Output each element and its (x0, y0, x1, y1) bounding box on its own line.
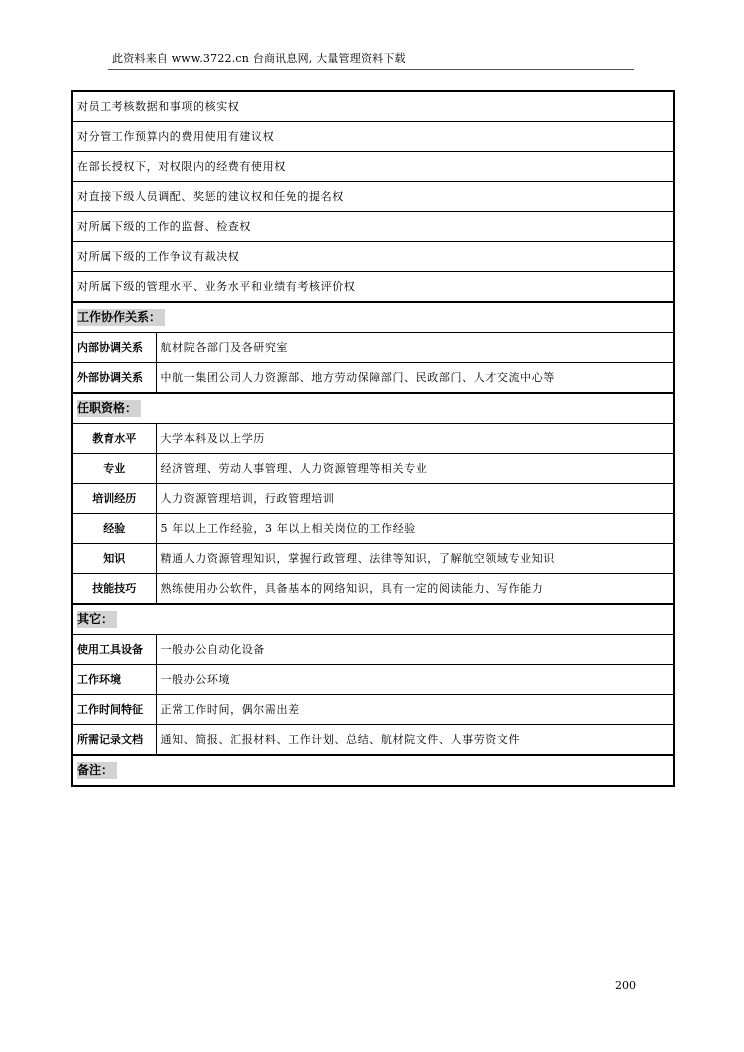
field-value: 精通人力资源管理知识，掌握行政管理、法律等知识，了解航空领域专业知识 (156, 544, 674, 574)
field-value: 熟练使用办公软件，具备基本的网络知识，具有一定的阅读能力、写作能力 (156, 574, 674, 605)
qualification-row (72, 514, 674, 544)
qualification-row (72, 454, 674, 484)
other-row (72, 635, 674, 665)
authority-item: 对所属下级的工作争议有裁决权 (72, 242, 674, 272)
other-row (72, 665, 674, 695)
field-label: 培训经历 (72, 484, 156, 514)
field-value: 正常工作时间，偶尔需出差 (156, 695, 674, 725)
field-label: 工作时间特征 (72, 695, 156, 725)
authority-item: 对分管工作预算内的费用使用有建议权 (72, 122, 674, 152)
field-value: 大学本科及以上学历 (156, 424, 674, 454)
section-cooperation (72, 302, 674, 333)
section-other (72, 604, 674, 635)
authority-row (72, 272, 674, 303)
section-title-remarks: 备注： (77, 762, 117, 779)
field-value: 一般办公自动化设备 (156, 635, 674, 665)
field-label: 所需记录文档 (72, 725, 156, 756)
field-label: 工作环境 (72, 665, 156, 695)
section-title-qualifications: 任职资格： (77, 400, 141, 417)
field-value: 5 年以上工作经验，3 年以上相关岗位的工作经验 (156, 514, 674, 544)
qualification-row (72, 574, 674, 605)
field-label: 技能技巧 (72, 574, 156, 605)
header-divider (108, 69, 634, 70)
field-label: 内部协调关系 (72, 333, 156, 363)
authority-row (72, 182, 674, 212)
page-header: 此资料来自 www.3722.cn 台商讯息网, 大量管理资料下载 (112, 52, 406, 65)
authority-item: 对员工考核数据和事项的核实权 (72, 91, 674, 122)
authority-item: 对直接下级人员调配、奖惩的建议权和任免的提名权 (72, 182, 674, 212)
field-label: 经验 (72, 514, 156, 544)
qualification-row (72, 424, 674, 454)
authority-row (72, 152, 674, 182)
authority-row (72, 242, 674, 272)
field-value: 中航一集团公司人力资源部、地方劳动保障部门、民政部门、人才交流中心等 (156, 363, 674, 394)
field-label: 专业 (72, 454, 156, 484)
field-label: 教育水平 (72, 424, 156, 454)
authority-item: 对所属下级的管理水平、业务水平和业绩有考核评价权 (72, 272, 674, 303)
section-qualifications (72, 393, 674, 424)
cooperation-row (72, 363, 674, 394)
other-row (72, 725, 674, 756)
field-label: 使用工具设备 (72, 635, 156, 665)
authority-row (72, 91, 674, 122)
qualification-row (72, 544, 674, 574)
authority-item: 对所属下级的工作的监督、检查权 (72, 212, 674, 242)
field-value: 经济管理、劳动人事管理、人力资源管理等相关专业 (156, 454, 674, 484)
job-description-table (71, 90, 675, 787)
page-number: 200 (615, 979, 636, 992)
section-remarks (72, 755, 674, 786)
cooperation-row (72, 333, 674, 363)
field-value: 人力资源管理培训，行政管理培训 (156, 484, 674, 514)
field-value: 通知、简报、汇报材料、工作计划、总结、航材院文件、人事劳资文件 (156, 725, 674, 756)
authority-row (72, 212, 674, 242)
authority-item: 在部长授权下，对权限内的经费有使用权 (72, 152, 674, 182)
section-title-other: 其它： (77, 611, 117, 628)
field-label: 外部协调关系 (72, 363, 156, 394)
qualification-row (72, 484, 674, 514)
authority-row (72, 122, 674, 152)
section-title-cooperation: 工作协作关系： (77, 309, 165, 326)
field-value: 一般办公环境 (156, 665, 674, 695)
field-label: 知识 (72, 544, 156, 574)
field-value: 航材院各部门及各研究室 (156, 333, 674, 363)
other-row (72, 695, 674, 725)
